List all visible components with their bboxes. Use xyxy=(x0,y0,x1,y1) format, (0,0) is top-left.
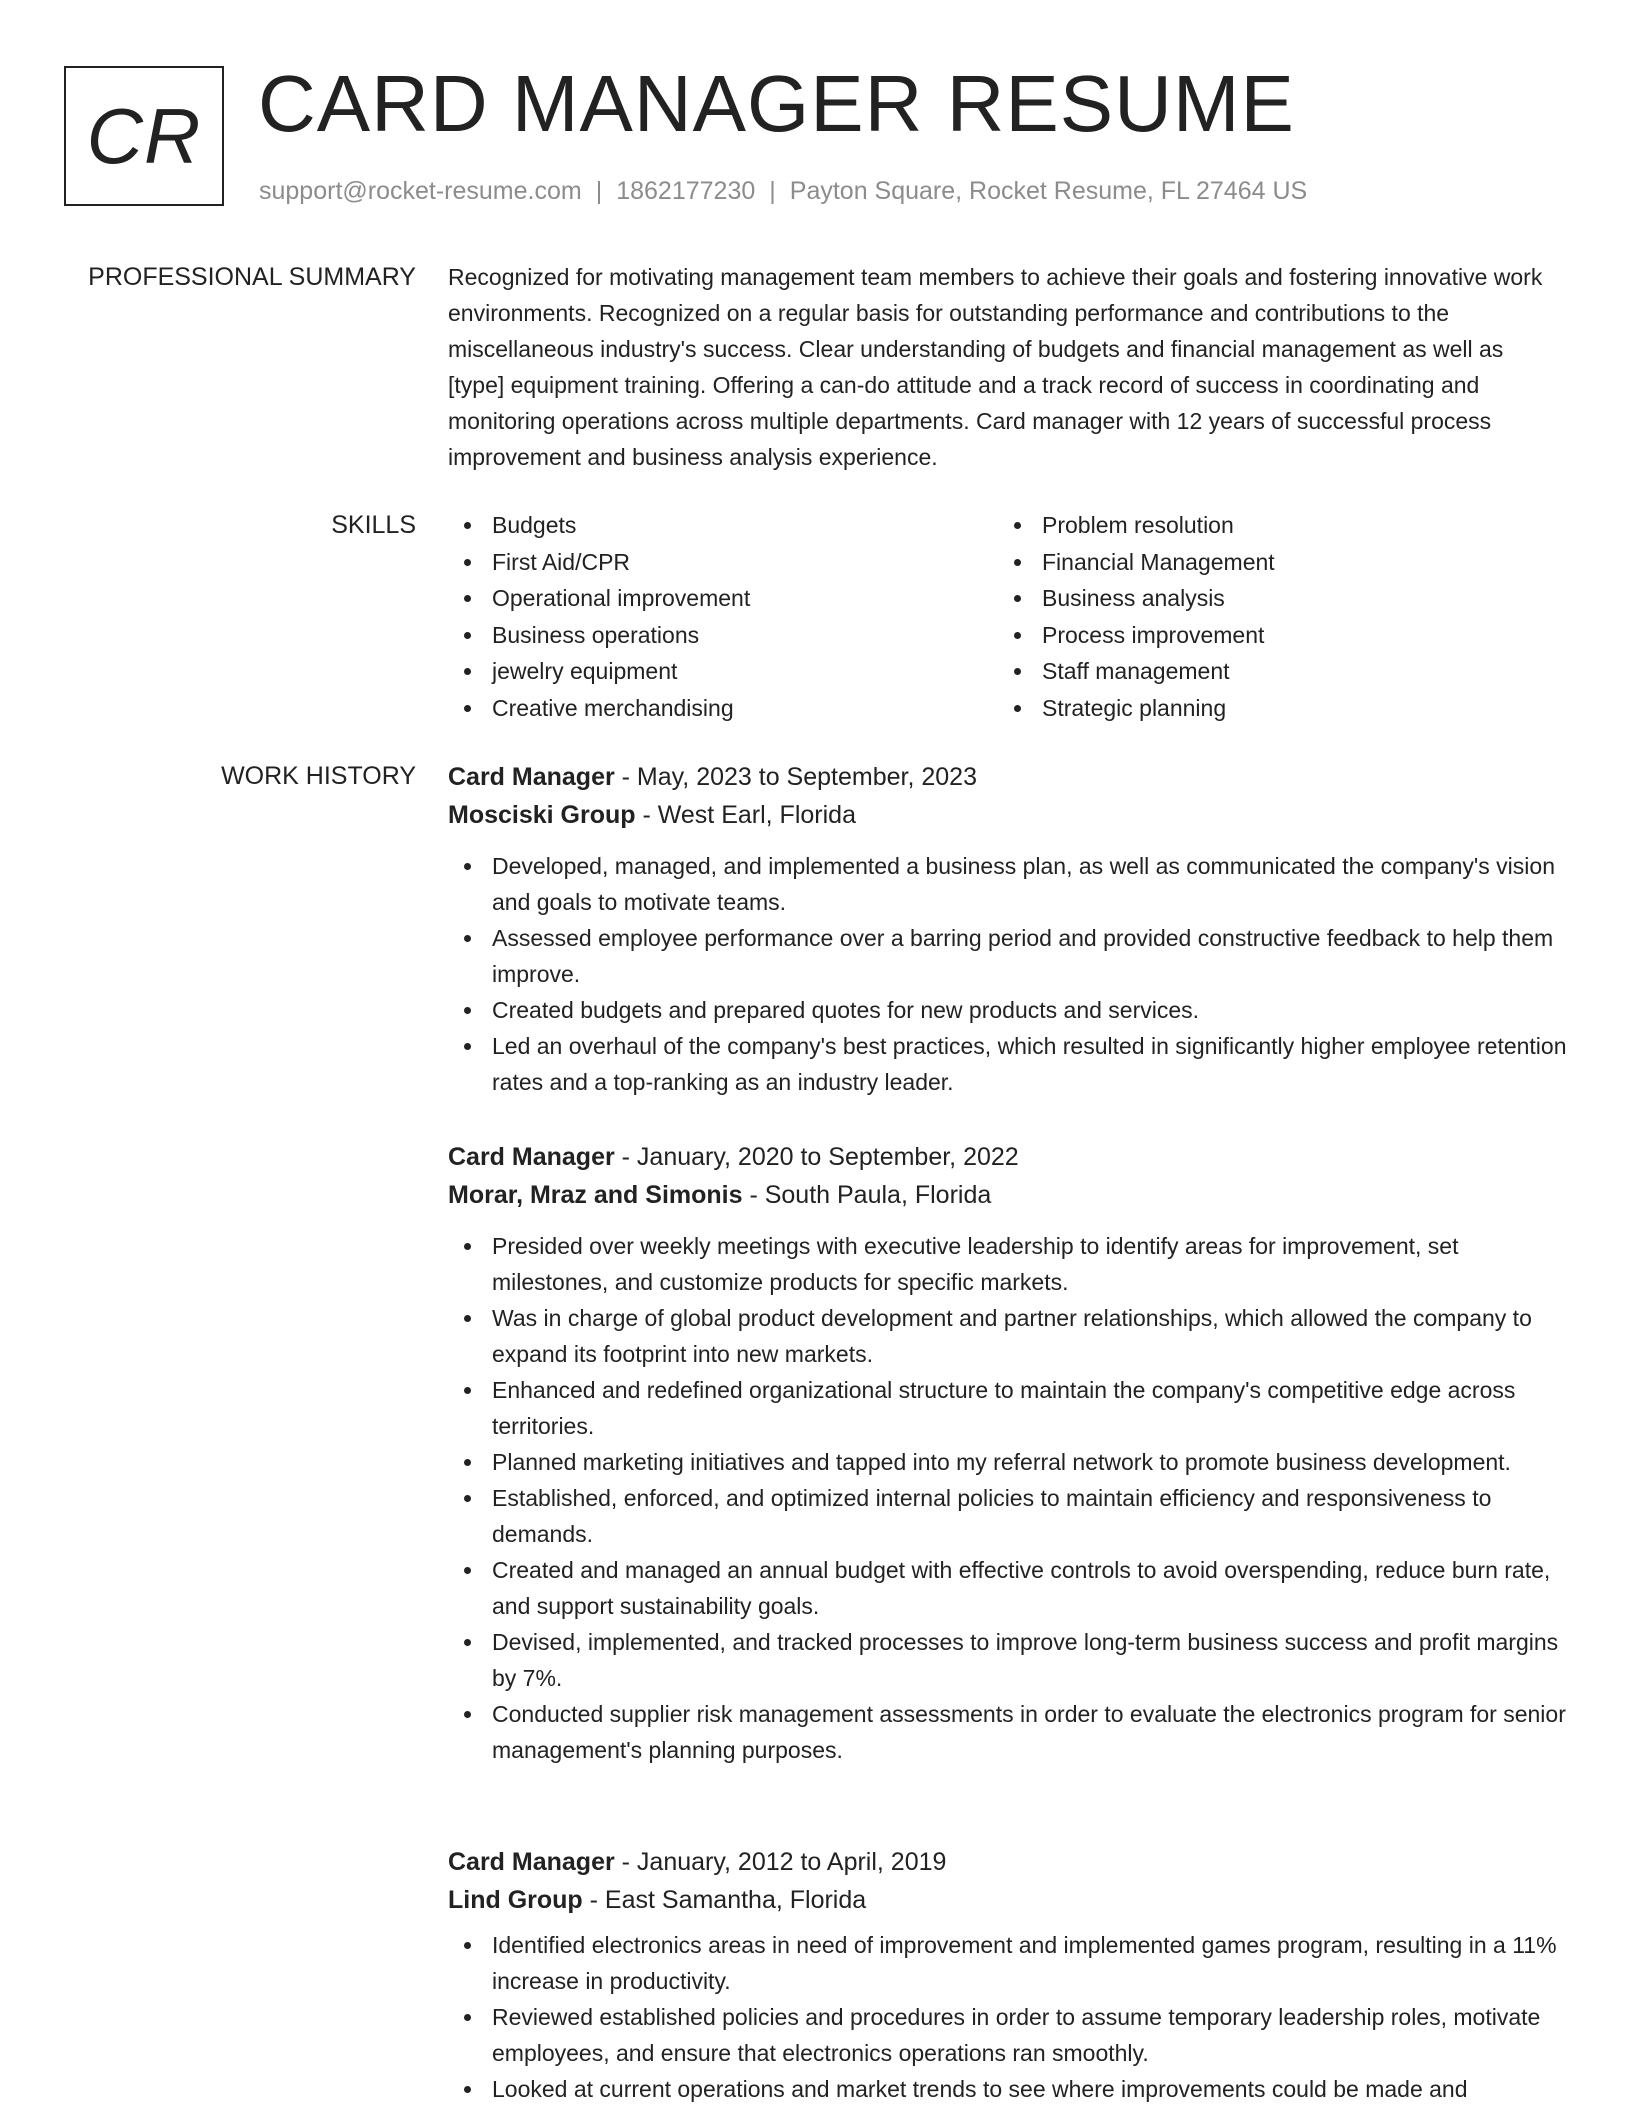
job-bullet: Devised, implemented, and tracked processes to improve long-term business success and profit margins by 7%. xyxy=(448,1624,1568,1696)
job-location: - East Samantha, Florida xyxy=(582,1886,867,1914)
section-heading-summary: PROFESSIONAL SUMMARY xyxy=(88,263,416,291)
skill-item: Business analysis xyxy=(998,580,1518,617)
monogram-text: CR xyxy=(86,91,202,180)
job-bullet: Developed, managed, and implemented a business plan, as well as communicated the company's vision and goals to motivate teams. xyxy=(448,848,1568,920)
skill-item: Staff management xyxy=(998,653,1518,690)
job-bullet: Identified electronics areas in need of improvement and implemented games program, resulting in a 11% increase in productivity. xyxy=(448,1927,1568,1999)
section-heading-work: WORK HISTORY xyxy=(221,762,416,790)
skill-item: Process improvement xyxy=(998,617,1518,654)
skill-item: Operational improvement xyxy=(448,580,968,617)
skill-item: Strategic planning xyxy=(998,690,1518,727)
job-bullet: Was in charge of global product development and partner relationships, which allowed the company to expand its footprint into new markets. xyxy=(448,1300,1568,1372)
job-bullet: Presided over weekly meetings with executive leadership to identify areas for improvement, set milestones, and customize products for specific markets. xyxy=(448,1228,1568,1300)
job-company: Mosciski Group xyxy=(448,801,636,829)
skill-item: Business operations xyxy=(448,617,968,654)
job-company-line xyxy=(448,796,1568,834)
job-bullets xyxy=(448,848,1568,1100)
job-entry xyxy=(448,1843,1568,2107)
job-title: Card Manager xyxy=(448,763,615,791)
skills-column-2 xyxy=(998,507,1518,726)
job-bullet: Conducted supplier risk management assessments in order to evaluate the electronics program for senior management's planning purposes. xyxy=(448,1696,1568,1768)
skill-item: jewelry equipment xyxy=(448,653,968,690)
contact-email[interactable]: support@rocket-resume.com xyxy=(259,177,582,205)
contact-line xyxy=(259,174,1307,208)
skill-item: Problem resolution xyxy=(998,507,1518,544)
job-bullet: Led an overhaul of the company's best practices, which resulted in significantly higher employee retention rates and a top-ranking as an industry leader. xyxy=(448,1028,1568,1100)
skills-column-1 xyxy=(448,507,968,726)
job-bullet: Created and managed an annual budget with effective controls to avoid overspending, reduce burn rate, and support sustainability goals. xyxy=(448,1552,1568,1624)
contact-address: Payton Square, Rocket Resume, FL 27464 US xyxy=(789,177,1308,205)
job-bullets xyxy=(448,1228,1568,1768)
job-dates: - January, 2012 to April, 2019 xyxy=(614,1848,947,1876)
contact-separator: | xyxy=(769,177,776,205)
job-dates: - May, 2023 to September, 2023 xyxy=(614,763,977,791)
job-company: Morar, Mraz and Simonis xyxy=(448,1181,743,1209)
job-entry xyxy=(448,758,1568,1100)
job-bullets xyxy=(448,1927,1568,2107)
resume-title: CARD MANAGER RESUME xyxy=(258,59,1295,148)
contact-separator: | xyxy=(595,177,603,205)
job-title-line xyxy=(448,1138,1568,1176)
monogram-badge xyxy=(64,66,224,206)
job-company: Lind Group xyxy=(448,1886,583,1914)
job-bullet: Assessed employee performance over a barring period and provided constructive feedback to help them improve. xyxy=(448,920,1568,992)
job-title: Card Manager xyxy=(448,1848,615,1876)
skill-item: Budgets xyxy=(448,507,968,544)
contact-phone[interactable]: 1862177230 xyxy=(616,177,756,205)
job-location: - South Paula, Florida xyxy=(742,1181,992,1209)
job-entry xyxy=(448,1138,1568,1768)
job-bullet: Created budgets and prepared quotes for new products and services. xyxy=(448,992,1568,1028)
skill-item: Creative merchandising xyxy=(448,690,968,727)
job-dates: - January, 2020 to September, 2022 xyxy=(614,1143,1019,1171)
summary-text: Recognized for motivating management team members to achieve their goals and fostering innovative work environments. Recognized on a regular basis for outstanding performance and contributions to the miscellaneous industry's success. Clear understanding of budgets and financial management as well as [type] equipment training. Offering a can-do attitude and a track record of success in coordinating and monitoring operations across multiple departments. Card manager with 12 years of successful process improvement and business analysis experience. xyxy=(448,264,1543,470)
job-company-line xyxy=(448,1176,1568,1214)
skill-item: First Aid/CPR xyxy=(448,544,968,581)
job-bullet: Enhanced and redefined organizational structure to maintain the company's competitive edge across territories. xyxy=(448,1372,1568,1444)
job-bullet: Looked at current operations and market trends to see where improvements could be made and xyxy=(448,2071,1568,2107)
job-bullet: Reviewed established policies and procedures in order to assume temporary leadership roles, motivate employees, and ensure that electronics operations ran smoothly. xyxy=(448,1999,1568,2071)
job-company-line xyxy=(448,1881,1568,1919)
job-title-line xyxy=(448,1843,1568,1881)
job-title: Card Manager xyxy=(448,1143,615,1171)
skill-item: Financial Management xyxy=(998,544,1518,581)
section-heading-skills: SKILLS xyxy=(331,511,416,539)
job-bullet: Planned marketing initiatives and tapped into my referral network to promote business development. xyxy=(448,1444,1568,1480)
job-location: - West Earl, Florida xyxy=(635,801,856,829)
job-bullet: Established, enforced, and optimized internal policies to maintain efficiency and responsiveness to demands. xyxy=(448,1480,1568,1552)
job-title-line xyxy=(448,758,1568,796)
